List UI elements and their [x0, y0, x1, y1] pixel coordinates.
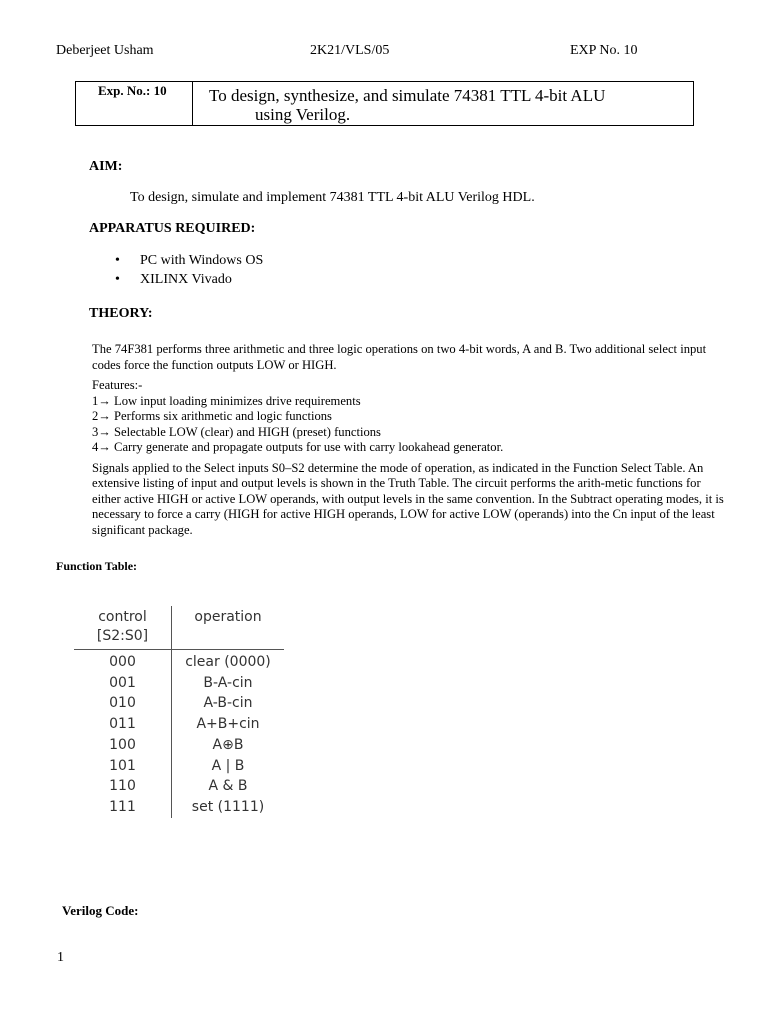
feature-item: 3→ Selectable LOW (clear) and HIGH (preset) functions	[92, 424, 381, 439]
feature-item: 2→ Performs six arithmetic and logic functions	[92, 409, 332, 423]
function-table-label: Function Table:	[56, 559, 138, 573]
table-row	[74, 693, 284, 714]
feature-item: 4→ Carry generate and propagate outputs for use with carry lookahead generator.	[92, 440, 504, 454]
operation-cell: A | B	[211, 757, 245, 774]
control-cell: 000	[74, 650, 172, 673]
control-cell: 101	[74, 756, 172, 777]
apparatus-item-label: PC with Windows OS	[140, 253, 264, 268]
theory-body	[92, 342, 732, 538]
theory-signals: Signals applied to the Select inputs S0–S2 determine the mode of operation, as indicated in the Function Select Table. An extensive listing of input and output levels is shown in the Truth Table. The circuit performs the arith-metic functions for either active HIGH or active LOW operands, with output levels in the same convention. In the Subtract operating modes, it is necessary to force a carry (HIGH for active HIGH operands, LOW for active LOW (operands) into the Cn input of the least significant package.	[92, 460, 724, 537]
control-cell: 111	[74, 797, 172, 818]
features-label: Features:-	[92, 378, 143, 392]
aim-heading: AIM:	[89, 159, 123, 174]
theory-intro: The 74F381 performs three arithmetic and three logic operations on two 4-bit words, A and B. Two additional select input codes force the function outputs LOW or HIGH.	[92, 342, 707, 372]
experiment-number-label: Exp. No.: 10	[98, 83, 167, 98]
theory-heading: THEORY:	[89, 306, 153, 321]
control-cell: 110	[74, 776, 172, 797]
control-cell: 100	[74, 735, 172, 756]
experiment-title	[209, 86, 605, 124]
feature-item: 1→ Low input loading minimizes drive requirements	[92, 393, 361, 408]
column-header-control: control [S2:S0]	[74, 606, 172, 650]
control-cell: 010	[74, 693, 172, 714]
header-exp: EXP No. 10	[570, 43, 638, 58]
control-cell: 001	[74, 673, 172, 694]
table-row	[74, 673, 284, 694]
aim-text: To design, simulate and implement 74381 TTL 4-bit ALU Verilog HDL.	[130, 190, 535, 205]
operation-cell: A+B+cin	[196, 716, 260, 733]
apparatus-list	[115, 253, 263, 291]
apparatus-item	[115, 272, 263, 291]
verilog-code-label: Verilog Code:	[62, 903, 139, 918]
table-row	[74, 714, 284, 735]
bullet-icon: •	[115, 253, 120, 268]
operation-cell: clear (0000)	[185, 654, 271, 670]
apparatus-heading: APPARATUS REQUIRED:	[89, 221, 256, 236]
operation-cell: B-A-cin	[203, 674, 253, 691]
experiment-title-line-2: using Verilog.	[255, 105, 351, 124]
page-number: 1	[57, 950, 64, 965]
header-code: 2K21/VLS/05	[310, 43, 390, 58]
experiment-title-line-1: To design, synthesize, and simulate 74381 TTL 4-bit ALU	[209, 86, 606, 105]
title-box-divider	[192, 82, 193, 125]
control-cell: 011	[74, 714, 172, 735]
function-table	[74, 606, 284, 818]
operation-cell: set (1111)	[191, 798, 265, 815]
operation-cell: A & B	[208, 778, 248, 795]
column-header-operation: operation	[194, 609, 262, 625]
table-row	[74, 650, 284, 673]
apparatus-item	[115, 253, 263, 272]
bullet-icon: •	[115, 272, 120, 287]
operation-cell: A-B-cin	[203, 695, 253, 712]
table-row	[74, 735, 284, 756]
table-row	[74, 797, 284, 818]
table-row	[74, 776, 284, 797]
operation-cell: A⊕B	[212, 736, 244, 753]
apparatus-item-label: XILINX Vivado	[140, 272, 232, 287]
experiment-title-box	[75, 81, 694, 126]
header-author: Deberjeet Usham	[56, 43, 154, 58]
table-row	[74, 756, 284, 777]
